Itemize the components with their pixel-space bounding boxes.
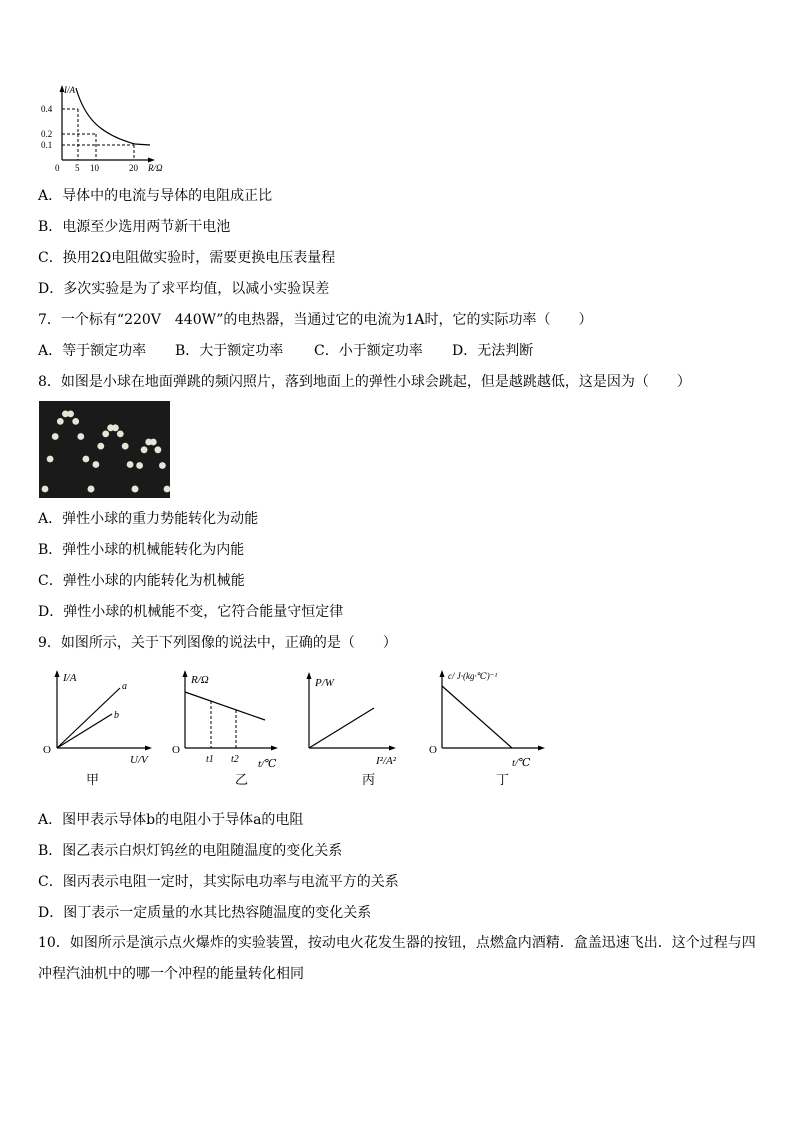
q10-stem: 10．如图所示是演示点火爆炸的实验装置，按动电火花发生器的按钮，点燃盒内酒精．盒盖迅速飞出．这个过程与四冲程汽油机中的哪一个冲程的能量转化相同 [38,935,756,982]
line-a-label: a [122,681,127,692]
ball-image [93,461,100,468]
q7-option-b: B．大于额定功率 [175,343,284,359]
bouncing-ball-photo [39,401,170,498]
y-axis-label: R/Ω [191,674,209,686]
x-axis-label: U/V [130,754,148,766]
q6-option-a: A．导体中的电流与导体的电阻成正比 [38,188,273,204]
q7-option-c: C．小于额定功率 [314,343,423,359]
x-tick-label: 5 [75,163,80,173]
q7-option-d: D．无法判断 [452,343,534,359]
ball-image [77,433,84,440]
ball-image [88,486,95,493]
ball-image [132,486,139,493]
x-tick-label: 10 [90,163,99,173]
graph-yi [170,668,295,788]
ball-image [57,418,64,425]
q9-stem: 9．如图所示，关于下列图像的说法中，正确的是（ ） [38,635,397,651]
ball-image [127,461,134,468]
graph-caption: 甲 [86,772,100,787]
graph-caption: 乙 [235,772,249,787]
q7-stem: 7．一个标有“220V 440W”的电热器，当通过它的电流为1A时，它的实际功率（ ） [38,312,593,328]
q8-option-a: A．弹性小球的重力势能转化为动能 [38,511,259,527]
origin-label: O [172,744,180,756]
ball-image [122,443,129,450]
q9-option-d: D．图丁表示一定质量的水其比热容随温度的变化关系 [38,905,372,921]
q6-option-b: B．电源至少选用两节新干电池 [38,219,231,235]
ball-image [155,446,162,453]
line-b-label: b [114,710,119,721]
graph-ding [428,668,553,788]
ball-image [150,439,157,446]
t1-label: t1 [206,754,214,765]
q9-option-b: B．图乙表示白炽灯钨丝的电阻随温度的变化关系 [38,843,343,859]
ball-image [47,456,54,463]
current-resistance-graph [40,84,180,174]
graph-bing [300,668,425,788]
ball-image [159,462,166,469]
ball-image [102,431,109,438]
ball-image [67,411,74,418]
ball-image [83,456,90,463]
ball-image [117,431,124,438]
q6-option-d: D．多次实验是为了求平均值，以减小实验误差 [38,281,330,297]
q8-option-d: D．弹性小球的机械能不变，它符合能量守恒定律 [38,604,344,620]
y-axis-label: P/W [315,677,334,689]
q7-option-a: A．等于额定功率 [38,343,147,359]
ball-image [136,462,143,469]
y-tick-label: 0.1 [41,140,53,150]
q9-option-c: C．图丙表示电阻一定时，其实际电功率与电流平方的关系 [38,874,399,890]
ball-image [141,446,148,453]
x-axis-label: t/℃ [512,757,531,769]
y-axis-label: I/A [63,672,77,684]
q9-option-a: A．图甲表示导体b的电阻小于导体a的电阻 [38,812,304,828]
y-tick-label: 0.2 [41,129,53,139]
graph-caption: 丁 [496,772,510,787]
q8-option-b: B．弹性小球的机械能转化为内能 [38,542,245,558]
ball-image [52,433,59,440]
y-tick-label: 0.4 [41,104,53,114]
q8-stem: 8．如图是小球在地面弹跳的频闪照片，落到地面上的弹性小球会跳起，但是越跳越低，这是因为（ ） [38,374,691,390]
ball-image [97,443,104,450]
origin-label: O [429,744,437,756]
q8-option-c: C．弹性小球的内能转化为机械能 [38,573,245,589]
x-axis-label: I²/A² [376,755,397,767]
graph-jia [40,668,165,788]
ball-image [112,424,119,431]
x-tick-label: 0 [55,163,60,173]
origin-label: O [43,744,51,756]
x-axis-label: t/℃ [258,758,277,770]
y-axis-label: c/ J·(kg·℃)⁻¹ [448,671,498,681]
ball-image [42,486,49,493]
ball-image [72,418,79,425]
y-axis-label: I/A [64,85,75,95]
x-axis-label: R/Ω [148,163,163,173]
q6-option-c: C．换用2Ω电阻做实验时，需要更换电压表量程 [38,250,336,266]
t2-label: t2 [231,754,239,765]
graph-caption: 丙 [362,772,376,787]
x-tick-label: 20 [129,163,138,173]
